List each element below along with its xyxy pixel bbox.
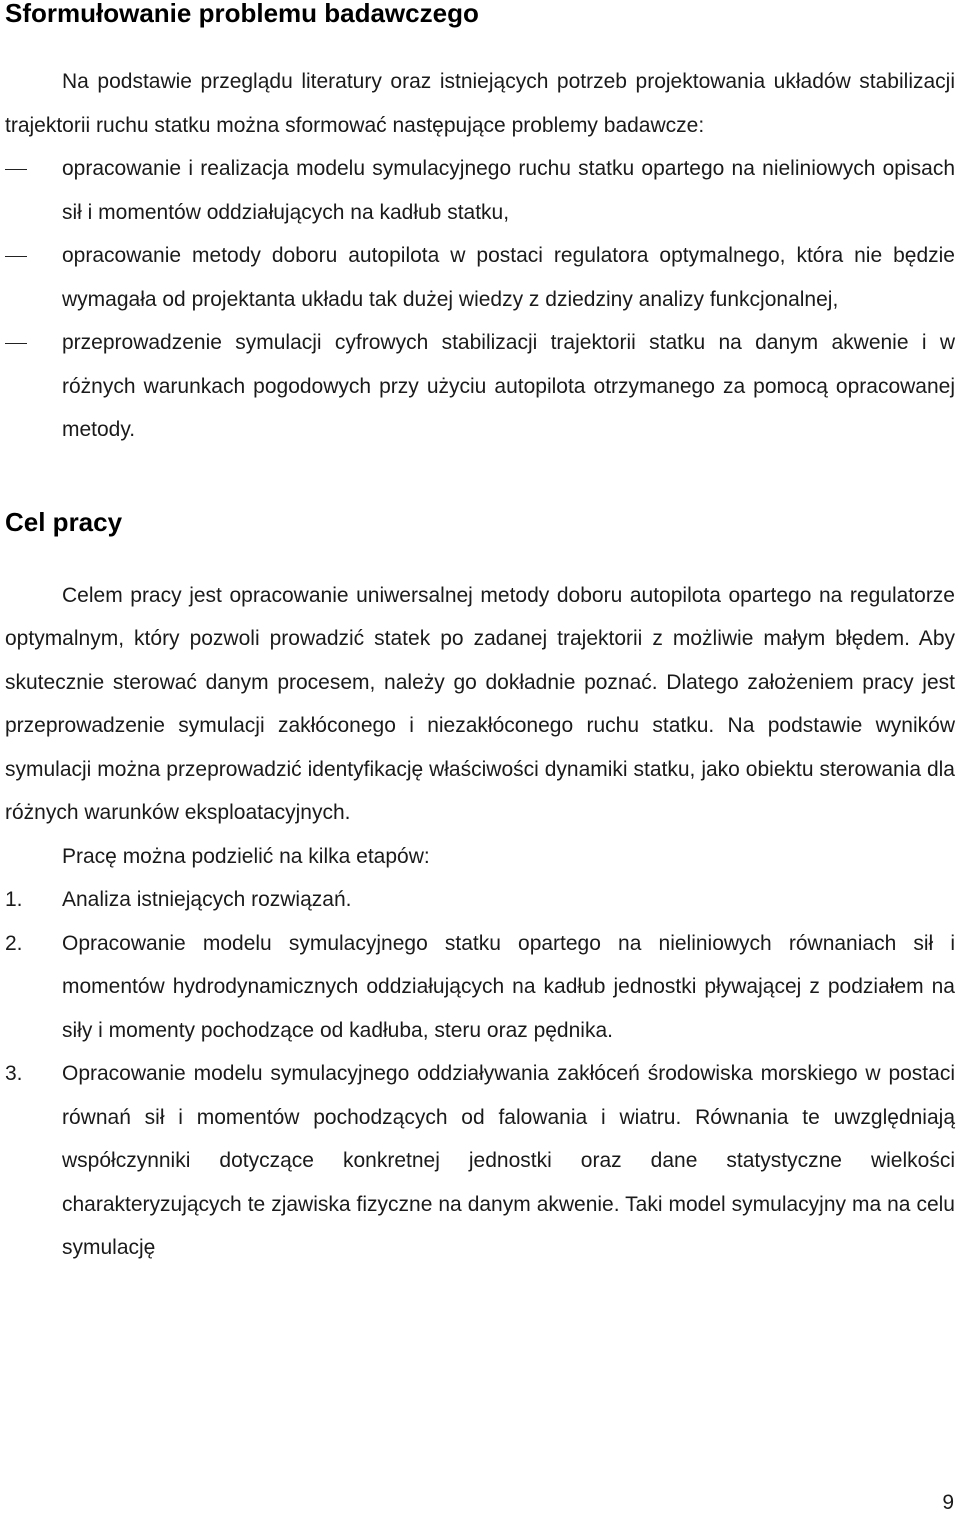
stage-list-item [5, 922, 955, 1053]
problem-list-item-text: opracowanie metody doboru autopilota w postaci regulatora optymalnego, która nie będzie wymagała od projektanta układu tak dużej wiedzy z dziedziny analizy funkcjonalnej, [62, 244, 955, 311]
stage-list-item [5, 878, 955, 922]
page-number: 9 [942, 1491, 954, 1514]
stages-intro: Pracę można podzielić na kilka etapów: [62, 844, 430, 868]
problem-list-item-text: opracowanie i realizacja modelu symulacyjnego ruchu statku opartego na nieliniowych opisach sił i momentów oddziałujących na kadłub statku, [62, 157, 955, 224]
stage-number: 2. [5, 931, 23, 955]
stage-number: 1. [5, 888, 23, 911]
stage-text: Opracowanie modelu symulacyjnego oddziaływania zakłóceń środowiska morskiego w postaci równań sił i momentów pochodzących od falowania i wiatru. Równania te uwzględniają współczynniki dotyczące konkretnej jednostki oraz dane statystyczne wielkości charakteryzujących te zjawiska fizyczne na danym akwenie. Taki model symulacyjny ma na celu symulację [62, 1062, 955, 1259]
problem-list-item-text: przeprowadzenie symulacji cyfrowych stabilizacji trajektorii statku na danym akwenie i w różnych warunkach pogodowych przy użyciu autopilota otrzymanego za pomocą opracowanej metody. [62, 331, 955, 441]
problem-list-item [5, 147, 955, 234]
problem-list [5, 147, 955, 452]
problem-intro-paragraph: Na podstawie przeglądu literatury oraz istniejących potrzeb projektowania układów stabilizacji trajektorii ruchu statku można sformować następujące problemy badawcze: [5, 70, 955, 137]
section-title-problem: Sformułowanie problemu badawczego [5, 0, 479, 28]
stage-number: 3. [5, 1062, 23, 1085]
stage-text: Opracowanie modelu symulacyjnego statku opartego na nieliniowych równaniach sił i momentów hydrodynamicznych oddziałujących na kadłub jednostki pływającej z podziałem na siły i momenty pochodzące od kadłuba, steru oraz pędnika. [62, 931, 955, 1042]
stage-text: Analiza istniejących rozwiązań. [62, 888, 352, 911]
problem-list-item [5, 321, 955, 452]
goal-paragraph: Celem pracy jest opracowanie uniwersalnej metody doboru autopilota opartego na regulatorze optymalnym, który pozwoli prowadzić statek po zadanej trajektorii z możliwie małym błędem. Aby skutecznie sterować danym procesem, należy go dokładnie poznać. Dlatego założeniem pracy jest przeprowadzenie symulacji zakłóconego i niezakłóconego ruchu statku. Na podstawie wyników symulacji można przeprowadzić identyfikację właściwości dynamiki statku, jako obiektu sterowania dla różnych warunków eksploatacyjnych. [5, 583, 955, 824]
stage-list-item [5, 1052, 955, 1270]
stages-list [5, 878, 955, 1270]
problem-list-item [5, 234, 955, 321]
document-page [5, 0, 955, 1270]
section-title-goal: Cel pracy [5, 506, 123, 537]
